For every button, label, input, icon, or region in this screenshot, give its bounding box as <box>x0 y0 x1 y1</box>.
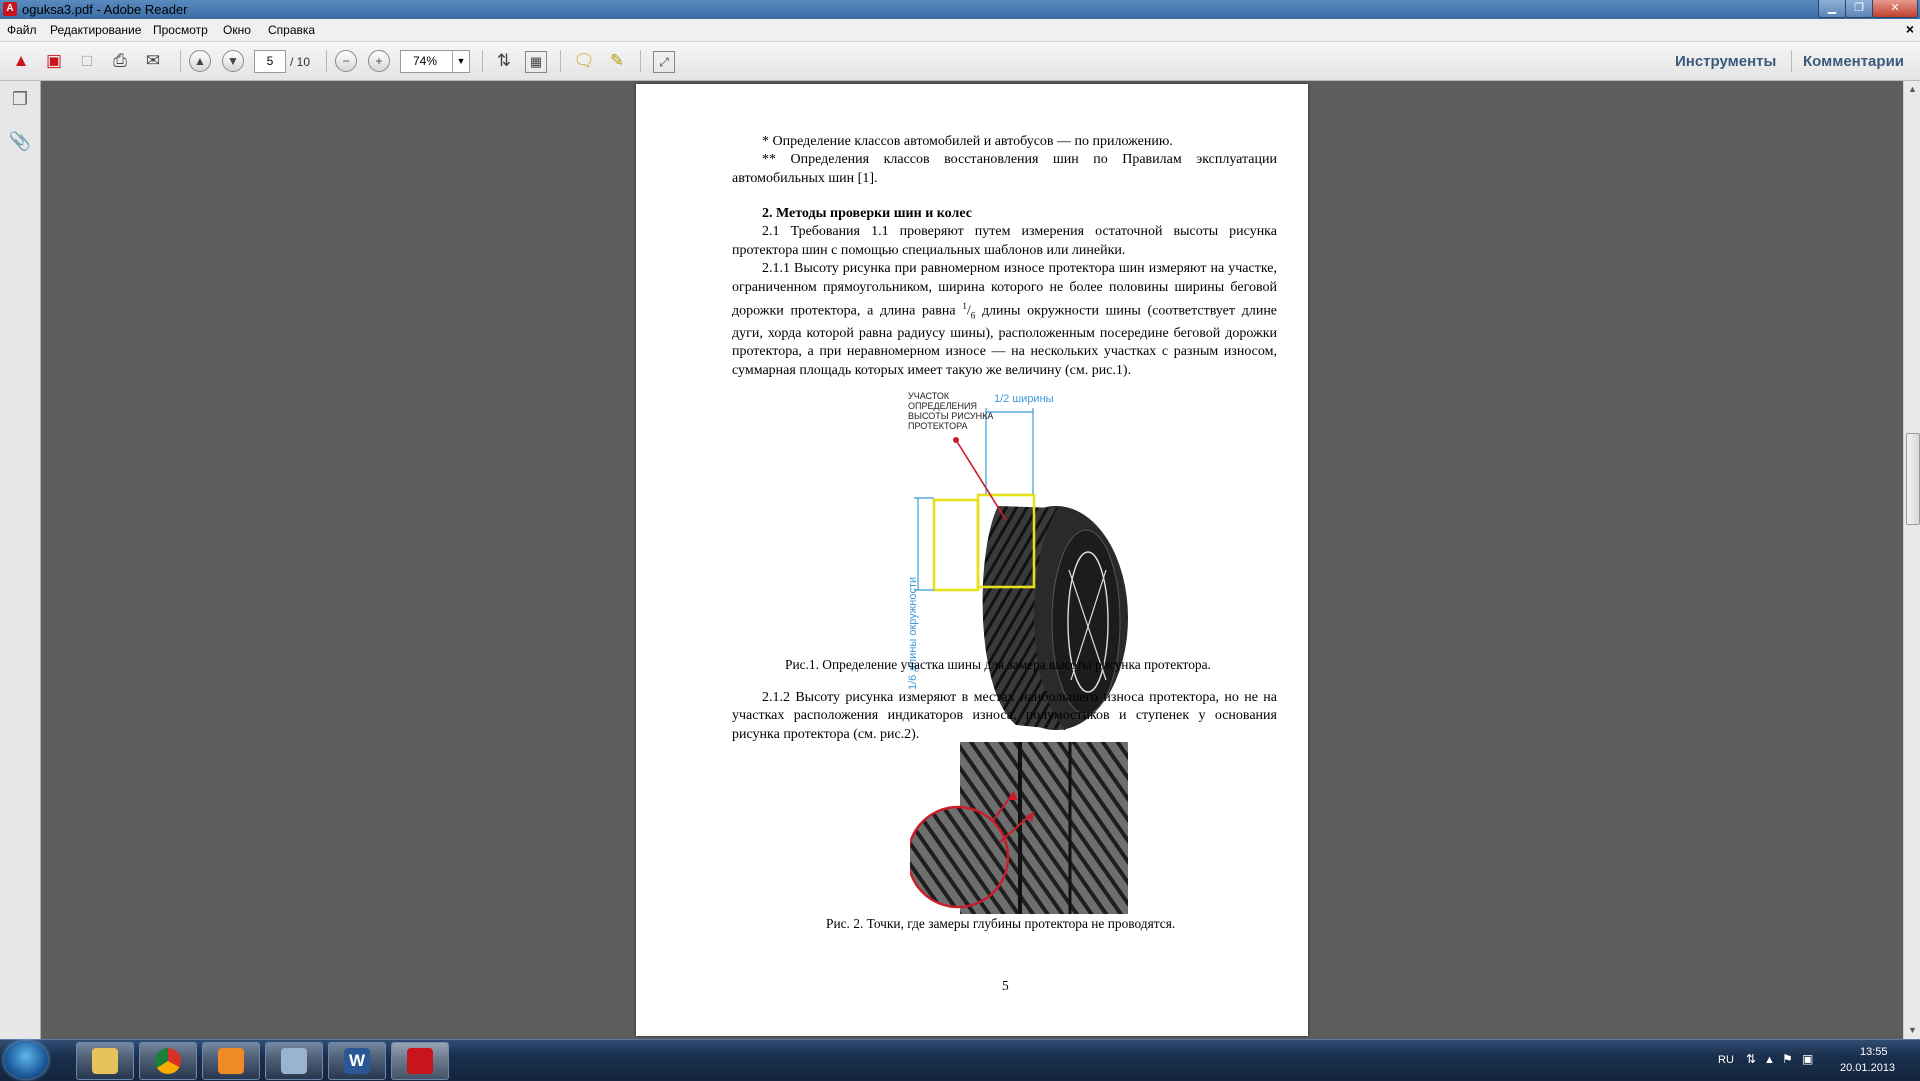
footnote-2: ** Определения классов восстановления шин по Правилам эксплуатации автомобильных шин [1]. <box>732 152 1277 186</box>
zoom-in-icon: + <box>368 50 390 72</box>
fig1-area-label-line4: ПРОТЕКТОРА <box>908 421 968 431</box>
start-button[interactable] <box>4 1041 48 1079</box>
section <box>732 205 1277 380</box>
prev-page-icon: ▲ <box>189 50 211 72</box>
restore-button[interactable]: ❐ <box>1845 0 1873 18</box>
next-page-button[interactable] <box>221 49 245 73</box>
taskbar-word[interactable] <box>328 1042 386 1080</box>
comments-pane-button[interactable]: Комментарии <box>1803 53 1905 70</box>
navigation-pane <box>0 81 41 1039</box>
menu-view[interactable]: Просмотр <box>153 23 208 37</box>
create-pdf-icon[interactable]: ▲ <box>12 51 30 70</box>
fig1-area-label-line2: ОПРЕДЕЛЕНИЯ <box>908 401 977 411</box>
comment-icon[interactable]: 🗨 <box>573 51 595 70</box>
keyboard-icon[interactable]: ⇅ <box>1746 1052 1757 1066</box>
toolbar-divider <box>180 50 181 72</box>
menu-window[interactable]: Окно <box>223 23 251 37</box>
fig1-width-label: 1/2 ширины <box>994 393 1054 405</box>
menu-help[interactable]: Справка <box>268 23 316 37</box>
chrome-icon <box>155 1048 181 1074</box>
calculator-icon <box>281 1048 307 1074</box>
menu-file[interactable]: Файл <box>7 23 37 37</box>
page-total: / 10 <box>290 55 311 69</box>
paragraph-2-1-1: 2.1.1 Высоту рисунка при равномерном износе протектора шин измеряют на участке, ограниченном прямоугольником, ширина которого не более половины ширины беговой дорожки протектора, а длина равна $^1/_6$ длины окружности шины (соответствует длине дуги, хорда которой равна радиусу шины), расположенным посередине беговой дорожки протектора, а при неравномерном износе — на нескольких участках с разным износом, суммарная площадь которых имеет такую же величину (см. рис.1). <box>732 261 1278 378</box>
zoom-value: 74% <box>413 54 438 68</box>
language-indicator[interactable]: RU <box>1718 1054 1734 1066</box>
app-icon[interactable]: A <box>3 2 17 16</box>
paragraph-2-1-2-block <box>732 689 1277 744</box>
save-icon[interactable]: □ <box>81 51 93 70</box>
figure-1-tire <box>906 390 1136 733</box>
network-icon[interactable]: ▣ <box>1802 1052 1814 1066</box>
prev-page-button[interactable] <box>188 49 212 73</box>
word-icon: W <box>344 1048 370 1074</box>
zoom-out-icon: − <box>335 50 357 72</box>
fig1-area-label-line1: УЧАСТОК <box>908 391 950 401</box>
measurement-area-left <box>934 500 978 590</box>
taskbar-calculator[interactable] <box>265 1042 323 1080</box>
minimize-button[interactable]: ▁ <box>1818 0 1846 18</box>
figure-2-tread <box>910 742 1132 914</box>
highlight-icon[interactable]: ✎ <box>609 51 625 70</box>
title-bar <box>0 0 1920 19</box>
toolbar-divider <box>326 50 327 72</box>
toolbar-divider <box>560 50 561 72</box>
page-number: 5 <box>1002 978 1009 993</box>
fig1-length-label: 1/6 длины окружности <box>907 576 919 690</box>
system-tray <box>1712 1040 1920 1080</box>
scroll-up-icon[interactable]: ▲ <box>1908 84 1917 94</box>
paragraph-2-1-1-end: длины окружности шины (соответствует длине дуги, хорда которой равна радиусу шины), расположенным посередине беговой дорожки протектора, а при неравномерном износе — на нескольких участках с разным износом, суммарная площадь которых имеет такую же величину (см. рис.1). <box>732 303 1278 378</box>
chevron-down-icon[interactable]: ▼ <box>452 51 469 72</box>
scroll-down-icon[interactable]: ▼ <box>1908 1025 1917 1035</box>
scroll-thumb[interactable] <box>1906 433 1920 525</box>
document-page <box>636 84 1308 1036</box>
taskbar <box>0 1039 1920 1081</box>
toolbar-divider <box>640 50 641 72</box>
paragraph-2-1-2: 2.1.2 Высоту рисунка измеряют в местах наибольшего износа протектора, но не на участках расположения индикаторов износа, полумостиков и ступенек у основания рисунка протектора (см. рис.2). <box>732 690 1277 742</box>
footnote-1: * Определение классов автомобилей и автобусов — по приложению. <box>762 134 1173 149</box>
vertical-scrollbar[interactable] <box>1903 81 1920 1039</box>
attachment-icon[interactable]: 📎 <box>8 131 32 151</box>
section-heading: 2. Методы проверки шин и колес <box>762 206 972 221</box>
taskbar-adobe-reader[interactable] <box>391 1042 449 1080</box>
magnifier-circle <box>910 807 1008 907</box>
paragraph-2-1-1-start: 2.1.1 Высоту рисунка при равномерном износе протектора шин измеряют на участке, ограниченном прямоугольником, ширина которого не более половины ширины беговой дорожки протектора, а длина равна <box>732 261 1277 319</box>
email-icon[interactable]: ✉ <box>145 51 161 70</box>
fit-width-icon[interactable]: ⇅ <box>496 51 512 70</box>
print-icon[interactable]: ⎙ <box>113 51 127 70</box>
media-player-icon <box>218 1048 244 1074</box>
menu-bar <box>0 19 1920 42</box>
pages-icon[interactable]: ❐ <box>11 89 29 109</box>
figure-2-caption: Рис. 2. Точки, где замеры глубины протектора не проводятся. <box>826 916 1176 931</box>
fig1-area-label-line3: ВЫСОТЫ РИСУНКА <box>908 411 994 421</box>
adobe-reader-icon <box>407 1048 433 1074</box>
toolbar-divider <box>1791 50 1792 72</box>
menu-edit[interactable]: Редактирование <box>50 23 142 37</box>
toolbar-divider <box>482 50 483 72</box>
fullscreen-icon[interactable]: ⤢ <box>653 51 675 73</box>
fit-page-icon[interactable]: ▦ <box>525 51 547 73</box>
toolbar <box>0 42 1920 81</box>
taskbar-chrome[interactable] <box>139 1042 197 1080</box>
export-pdf-icon[interactable]: ▣ <box>45 51 63 70</box>
tools-pane-button[interactable]: Инструменты <box>1675 53 1777 70</box>
flag-icon[interactable]: ⚑ <box>1782 1052 1793 1066</box>
folder-icon <box>92 1048 118 1074</box>
fraction-denominator: 6 <box>970 310 976 321</box>
zoom-in-button[interactable] <box>367 49 391 73</box>
tray-expand-icon[interactable]: ▲ <box>1764 1054 1775 1066</box>
window-title: oguksa3.pdf - Adobe Reader <box>22 2 188 17</box>
taskbar-media-player[interactable] <box>202 1042 260 1080</box>
clock-date[interactable]: 20.01.2013 <box>1840 1062 1896 1074</box>
fraction-numerator: 1 <box>962 301 967 312</box>
clock-time[interactable]: 13:55 <box>1860 1046 1888 1058</box>
page-number-input[interactable]: 5 <box>254 50 286 73</box>
zoom-out-button[interactable] <box>334 49 358 73</box>
taskbar-explorer[interactable] <box>76 1042 134 1080</box>
close-button[interactable]: ✕ <box>1872 0 1918 18</box>
zoom-select[interactable] <box>400 50 470 73</box>
close-document-button[interactable]: × <box>1905 21 1914 37</box>
figure-1-caption: Рис.1. Определение участка шины для замера высоты рисунка протектора. <box>785 657 1211 672</box>
paragraph-2-1: 2.1 Требования 1.1 проверяют путем измерения остаточной высоты рисунка протектора шин с помощью специальных шаблонов или линейки. <box>732 224 1277 258</box>
next-page-icon: ▼ <box>222 50 244 72</box>
footnotes <box>732 133 1277 188</box>
